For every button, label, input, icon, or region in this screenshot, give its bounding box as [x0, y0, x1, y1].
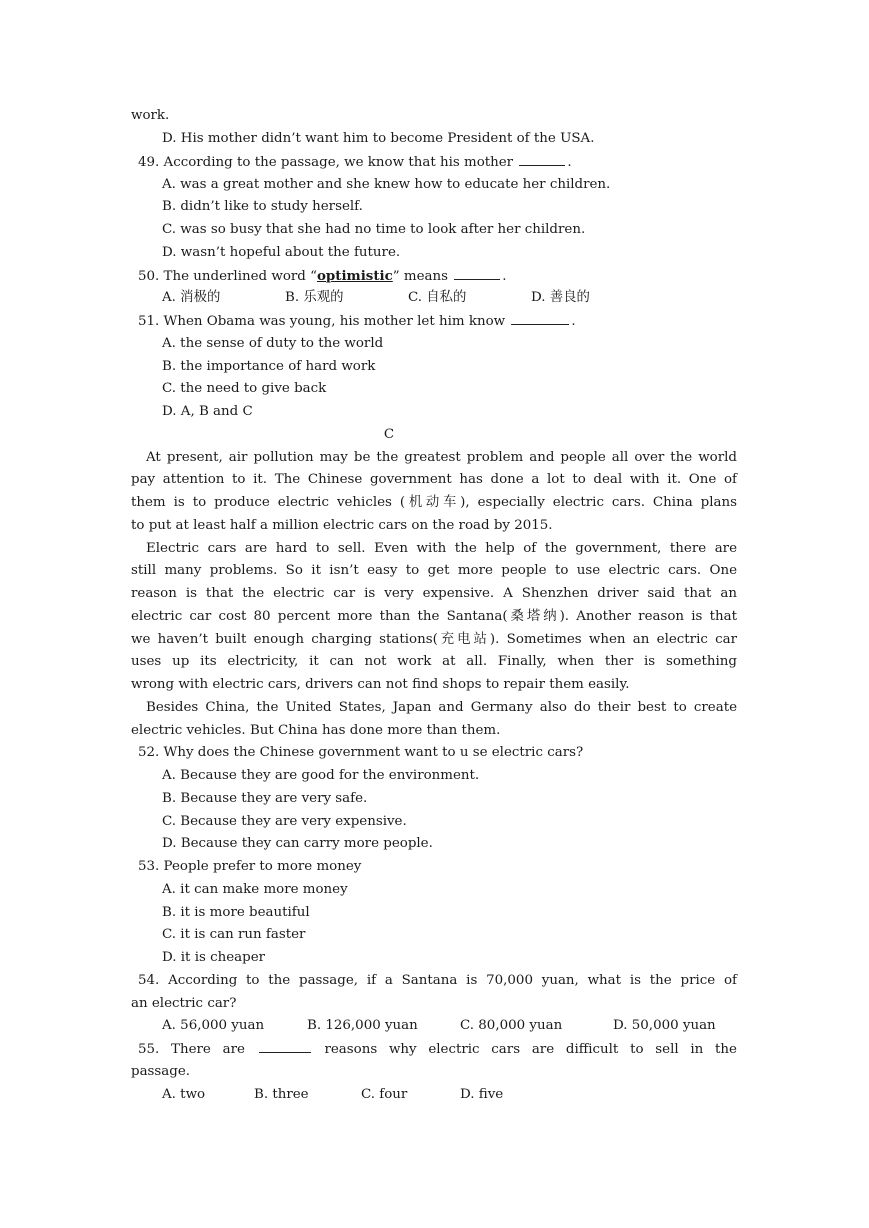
passage-line: them is to produce electric vehicles (机动车), especially electric cars. China plans	[131, 495, 737, 510]
option-d: D. His mother didn’t want him to become President of the USA.	[162, 131, 595, 146]
text-line: work.	[131, 108, 170, 123]
passage-line: Besides China, the United States, Japan and Germany also do their best to create	[146, 700, 737, 715]
option-c: C. Because they are very expensive.	[162, 814, 407, 829]
option-b: B. 乐观的	[285, 290, 344, 305]
option-d: D. A, B and C	[162, 404, 253, 419]
option-c: C. four	[361, 1087, 408, 1102]
question-text: 50. The underlined word “	[138, 269, 317, 284]
option-b: B. the importance of hard work	[162, 359, 376, 374]
question-text: 55. There are	[138, 1042, 245, 1057]
option-c: C. was so busy that she had no time to look after her children.	[162, 222, 586, 237]
question-text: 51. When Obama was young, his mother let him know	[138, 314, 506, 329]
question-52: 52. Why does the Chinese government want to u se electric cars?	[138, 745, 584, 760]
option-a: A. Because they are good for the environment.	[162, 768, 480, 783]
option-a: A. the sense of duty to the world	[162, 336, 384, 351]
question-55-cont: passage.	[131, 1064, 191, 1079]
option-b: B. didn’t like to study herself.	[162, 199, 363, 214]
passage-line: pay attention to it. The Chinese government has done a lot to deal with it. One of	[131, 472, 737, 487]
question-text: ” means	[392, 269, 448, 284]
option-a: A. it can make more money	[162, 882, 348, 897]
question-55	[138, 1038, 737, 1060]
passage-line: wrong with electric cars, drivers can not find shops to repair them easily.	[131, 677, 630, 692]
question-49: 49. According to the passage, we know that his mother .	[138, 151, 744, 173]
option-c: C. 80,000 yuan	[460, 1018, 563, 1033]
passage-line: still many problems. So it isn’t easy to get more people to use electric cars. One	[131, 563, 737, 578]
answer-blank	[511, 310, 569, 325]
passage-line: to put at least half a million electric cars on the road by 2015.	[131, 518, 553, 533]
option-b: B. Because they are very safe.	[162, 791, 368, 806]
answer-blank	[259, 1038, 311, 1053]
option-b: B. 126,000 yuan	[307, 1018, 418, 1033]
option-c: C. the need to give back	[162, 381, 327, 396]
question-54-cont: an electric car?	[131, 996, 237, 1011]
passage-line: electric vehicles. But China has done more than them.	[131, 723, 501, 738]
section-heading: C	[383, 427, 395, 442]
option-b: B. it is more beautiful	[162, 905, 310, 920]
option-d: D. wasn’t hopeful about the future.	[162, 245, 401, 260]
option-c: C. 自私的	[408, 290, 467, 305]
question-text: reasons why electric cars are difficult to sell in the	[324, 1042, 737, 1057]
question-51: 51. When Obama was young, his mother let him know .	[138, 310, 744, 332]
underlined-word: optimistic	[316, 268, 393, 284]
answer-blank	[454, 265, 500, 280]
option-a: A. 56,000 yuan	[162, 1018, 265, 1033]
option-a: A. two	[162, 1087, 206, 1102]
option-a: A. 消极的	[162, 290, 221, 305]
passage-line: reason is that the electric car is very expensive. A Shenzhen driver said that an	[131, 586, 737, 601]
option-b: B. three	[254, 1087, 309, 1102]
option-d: D. 善良的	[531, 290, 590, 305]
question-50: 50. The underlined word “optimistic” means .	[138, 265, 744, 287]
question-53: 53. People prefer to more money	[138, 859, 362, 874]
question-54: 54. According to the passage, if a Santana is 70,000 yuan, what is the price of	[138, 973, 737, 988]
question-text: 49. According to the passage, we know that his mother	[138, 155, 514, 170]
option-d: D. it is cheaper	[162, 950, 266, 965]
option-d: D. five	[460, 1087, 504, 1102]
options-row	[162, 287, 768, 309]
passage-line: we haven’t built enough charging stations(充电站). Sometimes when an electric car	[131, 632, 737, 647]
answer-blank	[519, 151, 565, 166]
passage-line: electric car cost 80 percent more than the Santana(桑塔纳). Another reason is that	[131, 609, 737, 624]
passage-line: At present, air pollution may be the greatest problem and people all over the world	[146, 450, 737, 465]
passage-line: Electric cars are hard to sell. Even with the help of the government, there are	[146, 541, 737, 556]
passage-line: uses up its electricity, it can not work at all. Finally, when ther is something	[131, 654, 737, 669]
options-row	[162, 1084, 768, 1106]
options-row	[162, 1015, 768, 1037]
option-d: D. Because they can carry more people.	[162, 836, 433, 851]
option-a: A. was a great mother and she knew how to educate her children.	[162, 177, 611, 192]
option-c: C. it is can run faster	[162, 927, 306, 942]
option-d: D. 50,000 yuan	[613, 1018, 716, 1033]
